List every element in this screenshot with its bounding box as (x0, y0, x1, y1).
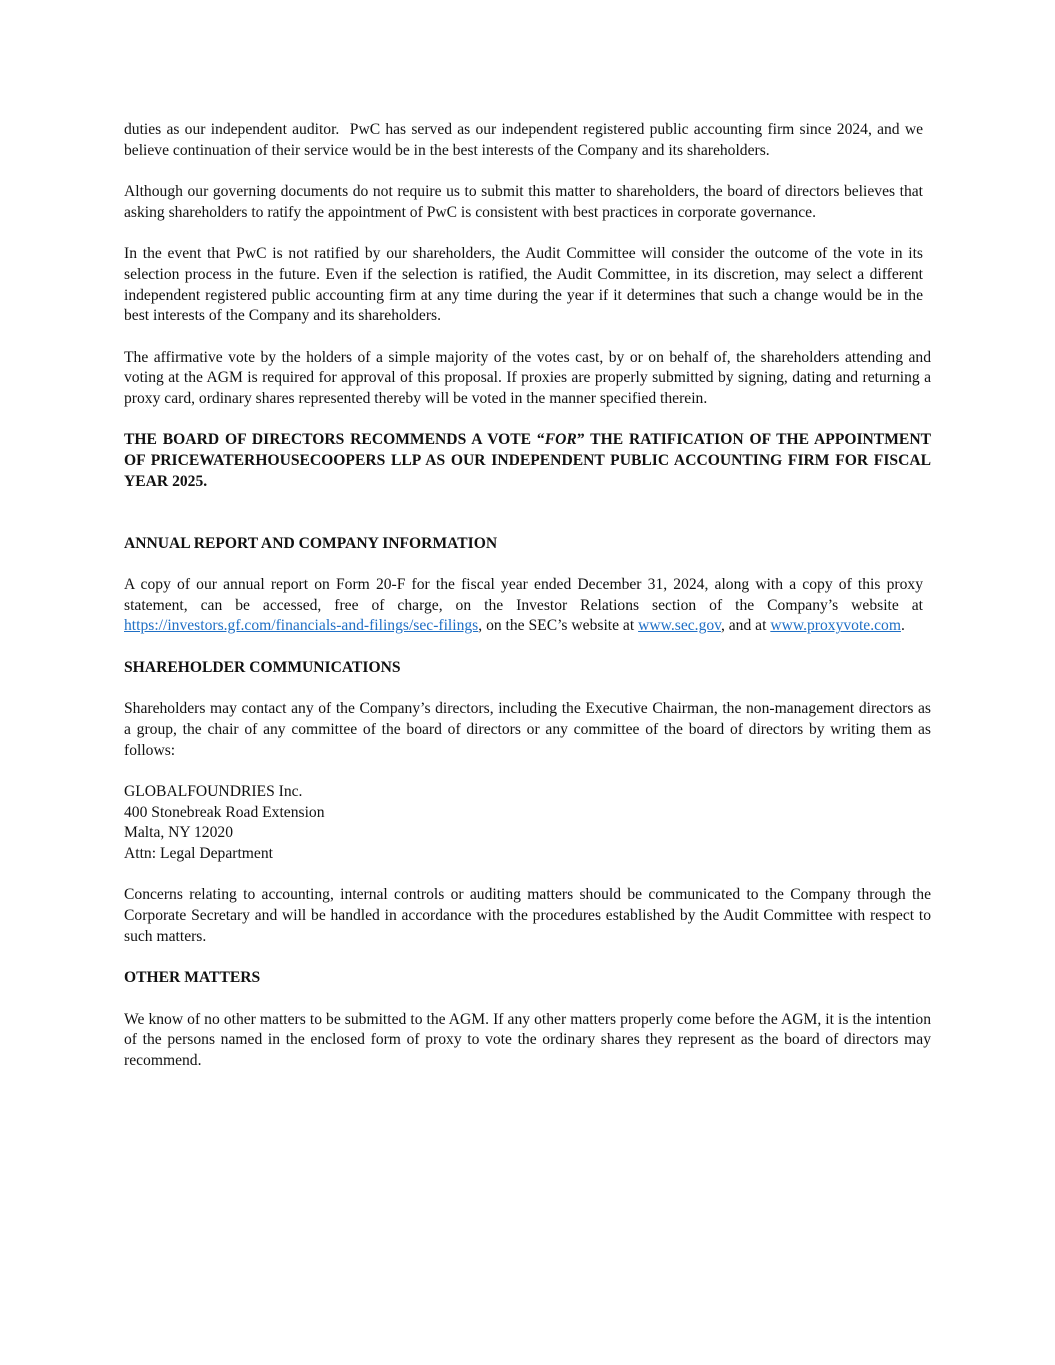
other-matters-heading: OTHER MATTERS (124, 969, 261, 987)
annual-report-text-2: , on the SEC’s website at (478, 617, 639, 635)
annual-report-heading: ANNUAL REPORT AND COMPANY INFORMATION (124, 534, 498, 552)
recommendation-text-after: ” THE RATIFICATION OF THE APPOINTMENT OF PRICEWATERHOUSECOOPERS LLP AS OUR INDEPENDENT PUBLIC ACCOUNTING FIRM FOR FISCAL YEAR 2025. (124, 431, 931, 490)
annual-report-paragraph (124, 575, 923, 637)
concerns-paragraph: Concerns relating to accounting, internal controls or auditing matters should be communicated to the Company through the Corporate Secretary and will be handled in accordance with the procedures established by the Audit Committee with respect to such matters. (124, 886, 931, 945)
board-recommendation (124, 430, 931, 492)
address-line: GLOBALFOUNDRIES Inc. (124, 782, 303, 800)
annual-report-text-4: . (900, 617, 905, 635)
annual-report-text-3: , and at (720, 617, 771, 635)
paragraph-affirmative-vote: The affirmative vote by the holders of a simple majority of the votes cast, by or on behalf of, the shareholders attending and voting at the AGM is required for approval of this proposal. If proxies are properly submitted by signing, dating and returning a proxy card, ordinary shares represented thereby will be voted in the manner specified therein. (124, 348, 931, 408)
sec-website-link[interactable]: www.sec.gov (638, 617, 721, 635)
address-line: Malta, NY 12020 (124, 824, 233, 842)
paragraph-governing-documents: Although our governing documents do not require us to submit this matter to shareholders, the board of directors believes that asking shareholders to ratify the appointment of PwC is consistent with best practices in corporate governance. (124, 183, 923, 221)
investor-relations-link[interactable]: https://investors.gf.com/financials-and-filings/sec-filings (124, 617, 479, 635)
address-line: 400 Stonebreak Road Extension (124, 803, 325, 821)
other-matters-paragraph: We know of no other matters to be submitted to the AGM. If any other matters properly come before the AGM, it is the intention of the persons named in the enclosed form of proxy to vote the ordinary shares they represent as the board of directors may recommend. (124, 1010, 931, 1070)
address-line: Attn: Legal Department (124, 845, 273, 863)
proxyvote-link[interactable]: www.proxyvote.com (770, 617, 901, 635)
shareholder-communications-paragraph: Shareholders may contact any of the Company’s directors, including the Executive Chairman, the non-management directors as a group, the chair of any committee of the board of directors or any committee of the board of directors by writing them as follows: (124, 700, 931, 759)
paragraph-not-ratified: In the event that PwC is not ratified by our shareholders, the Audit Committee will consider the outcome of the vote in its selection process in the future. Even if the selection is ratified, the Audit Committee, in its discretion, may select a different independent registered public accounting firm at any time during the year if it determines that such a change would be in the best interests of the Company and its shareholders. (124, 245, 923, 325)
mailing-address (124, 782, 931, 865)
annual-report-text-1: A copy of our annual report on Form 20-F for the fiscal year ended December 31, 2024, along with a copy of this proxy statement, can be accessed, free of charge, on the Investor Relations section of the Company’s website at (124, 575, 923, 614)
recommendation-emphasis: FOR (544, 431, 577, 449)
paragraph-pwc-service: duties as our independent auditor. PwC has served as our independent registered public accounting firm since 2024, and we believe continuation of their service would be in the best interests of the Company and its shareholders. (124, 121, 923, 159)
shareholder-communications-heading: SHAREHOLDER COMMUNICATIONS (124, 658, 401, 676)
document-page (124, 120, 931, 1092)
recommendation-text-before: THE BOARD OF DIRECTORS RECOMMENDS A VOTE “ (124, 431, 545, 449)
